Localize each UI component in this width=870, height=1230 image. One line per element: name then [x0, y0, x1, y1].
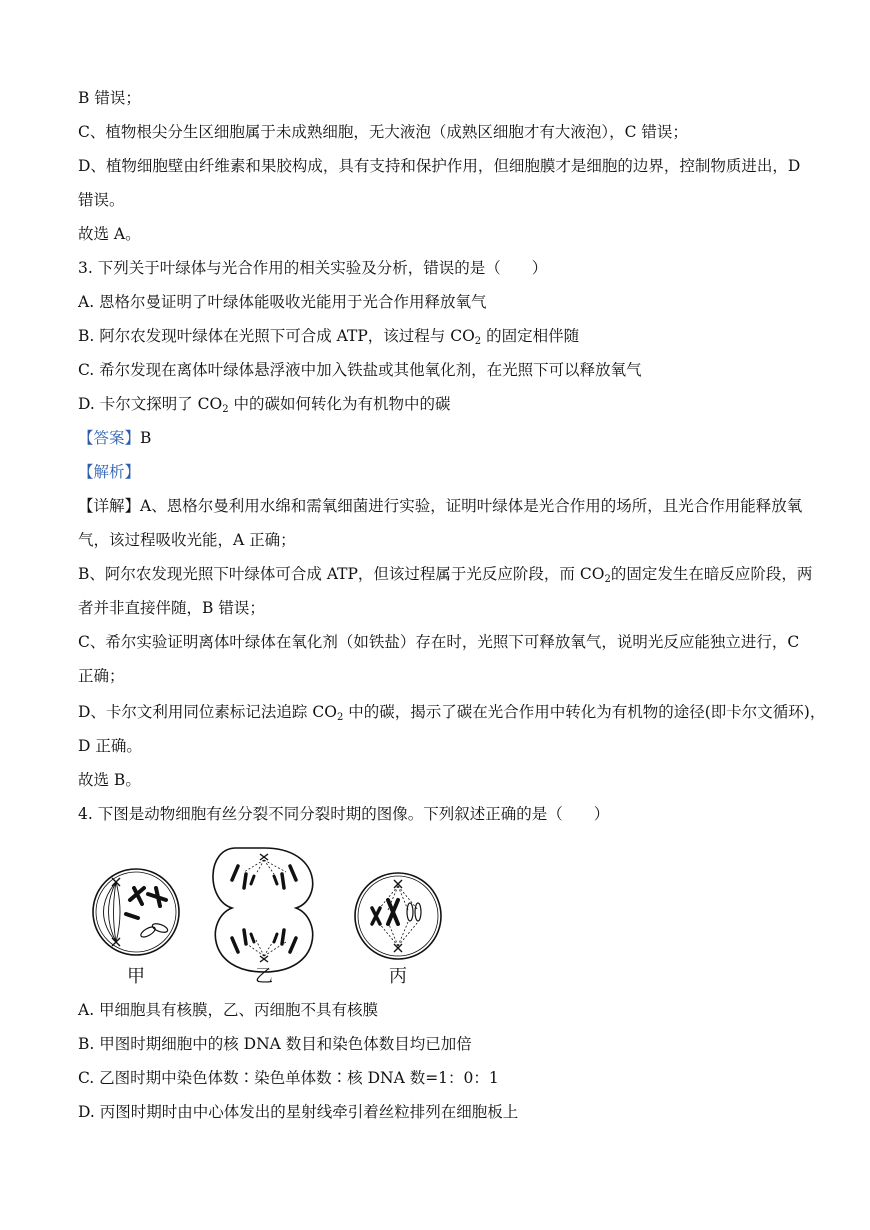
detail-tag: 【详解】 [78, 497, 141, 515]
cell-jia [93, 869, 179, 955]
option-a: A. 恩格尔曼证明了叶绿体能吸收光能用于光合作用释放氧气 [78, 293, 487, 311]
analysis-tag: 【解析】 [78, 463, 141, 481]
option-d-text: D. 卡尔文探明了 CO [78, 395, 223, 413]
answer-tag: 【答案】 [78, 429, 141, 447]
explanation-text: B、阿尔农发现光照下叶绿体可合成 ATP，但该过程属于光反应阶段，而 CO [78, 565, 605, 583]
explanation-line [78, 496, 803, 516]
subscript: 2 [222, 404, 229, 415]
answer-value: B [140, 429, 152, 447]
option-d [78, 394, 798, 414]
option-b-text: B. 阿尔农发现叶绿体在光照下可合成 ATP，该过程与 CO [78, 327, 475, 345]
text-line: 故选 A。 [78, 225, 141, 243]
option-d-text: 中的碳如何转化为有机物中的碳 [228, 395, 451, 413]
text-line: 错误。 [78, 191, 125, 209]
explanation-text: A、恩格尔曼利用水绵和需氧细菌进行实验，证明叶绿体是光合作用的场所，且光合作用能释放氧 [140, 497, 803, 515]
explanation-line: 者并非直接伴随，B 错误； [78, 599, 265, 617]
label-jia: 甲 [127, 966, 145, 987]
text-line: C、植物根尖分生区细胞属于未成熟细胞，无大液泡（成熟区细胞才有大液泡），C 错误； [78, 123, 688, 141]
question-3-stem: 3. 下列关于叶绿体与光合作用的相关实验及分析，错误的是（ ） [78, 259, 548, 277]
option-b-text: 的固定相伴随 [481, 327, 580, 345]
explanation-line: C、希尔实验证明离体叶绿体在氧化剂（如铁盐）存在时，光照下可释放氧气，说明光反应能独立进行，C [78, 633, 800, 651]
label-bing: 丙 [389, 966, 407, 987]
answer-line [78, 428, 798, 448]
option-c: C. 乙图时期中染色体数∶染色单体数∶核 DNA 数=1：0：1 [78, 1069, 499, 1087]
subscript: 2 [336, 712, 344, 723]
mitosis-figure [86, 830, 446, 990]
cell-bing [355, 873, 441, 959]
option-a: A. 甲细胞具有核膜，乙、丙细胞不具有核膜 [78, 1001, 379, 1019]
question-4-stem: 4. 下图是动物细胞有丝分裂不同分裂时期的图像。下列叙述正确的是（ ） [78, 805, 610, 823]
explanation-line [78, 702, 826, 723]
text-line: D、植物细胞壁由纤维素和果胶构成，具有支持和保护作用，但细胞膜才是细胞的边界，控制物质进出，D [78, 157, 801, 175]
explanation-line [78, 564, 813, 585]
explanation-line: D 正确。 [78, 737, 142, 755]
cell-yi [213, 848, 313, 972]
label-yi: 乙 [255, 966, 273, 987]
choose-line: 故选 B。 [78, 771, 141, 789]
text-line: B 错误； [78, 89, 141, 107]
option-b [78, 326, 798, 346]
explanation-text: 的固定发生在暗反应阶段，两 [610, 565, 813, 583]
option-b: B. 甲图时期细胞中的核 DNA 数目和染色体数目均已加倍 [78, 1035, 472, 1053]
explanation-text: D、卡尔文利用同位素标记法追踪 CO [78, 703, 337, 721]
explanation-line: 气，该过程吸收光能，A 正确； [78, 531, 296, 549]
option-d: D. 丙图时期时由中心体发出的星射线牵引着丝粒排列在细胞板上 [78, 1103, 519, 1121]
option-c: C. 希尔发现在离体叶绿体悬浮液中加入铁盐或其他氧化剂，在光照下可以释放氧气 [78, 361, 642, 379]
subscript: 2 [474, 336, 482, 347]
explanation-text: 中的碳，揭示了碳在光合作用中转化为有机物的途径(即卡尔文循环)， [343, 703, 826, 721]
subscript: 2 [604, 574, 611, 585]
explanation-line: 正确； [78, 667, 125, 685]
